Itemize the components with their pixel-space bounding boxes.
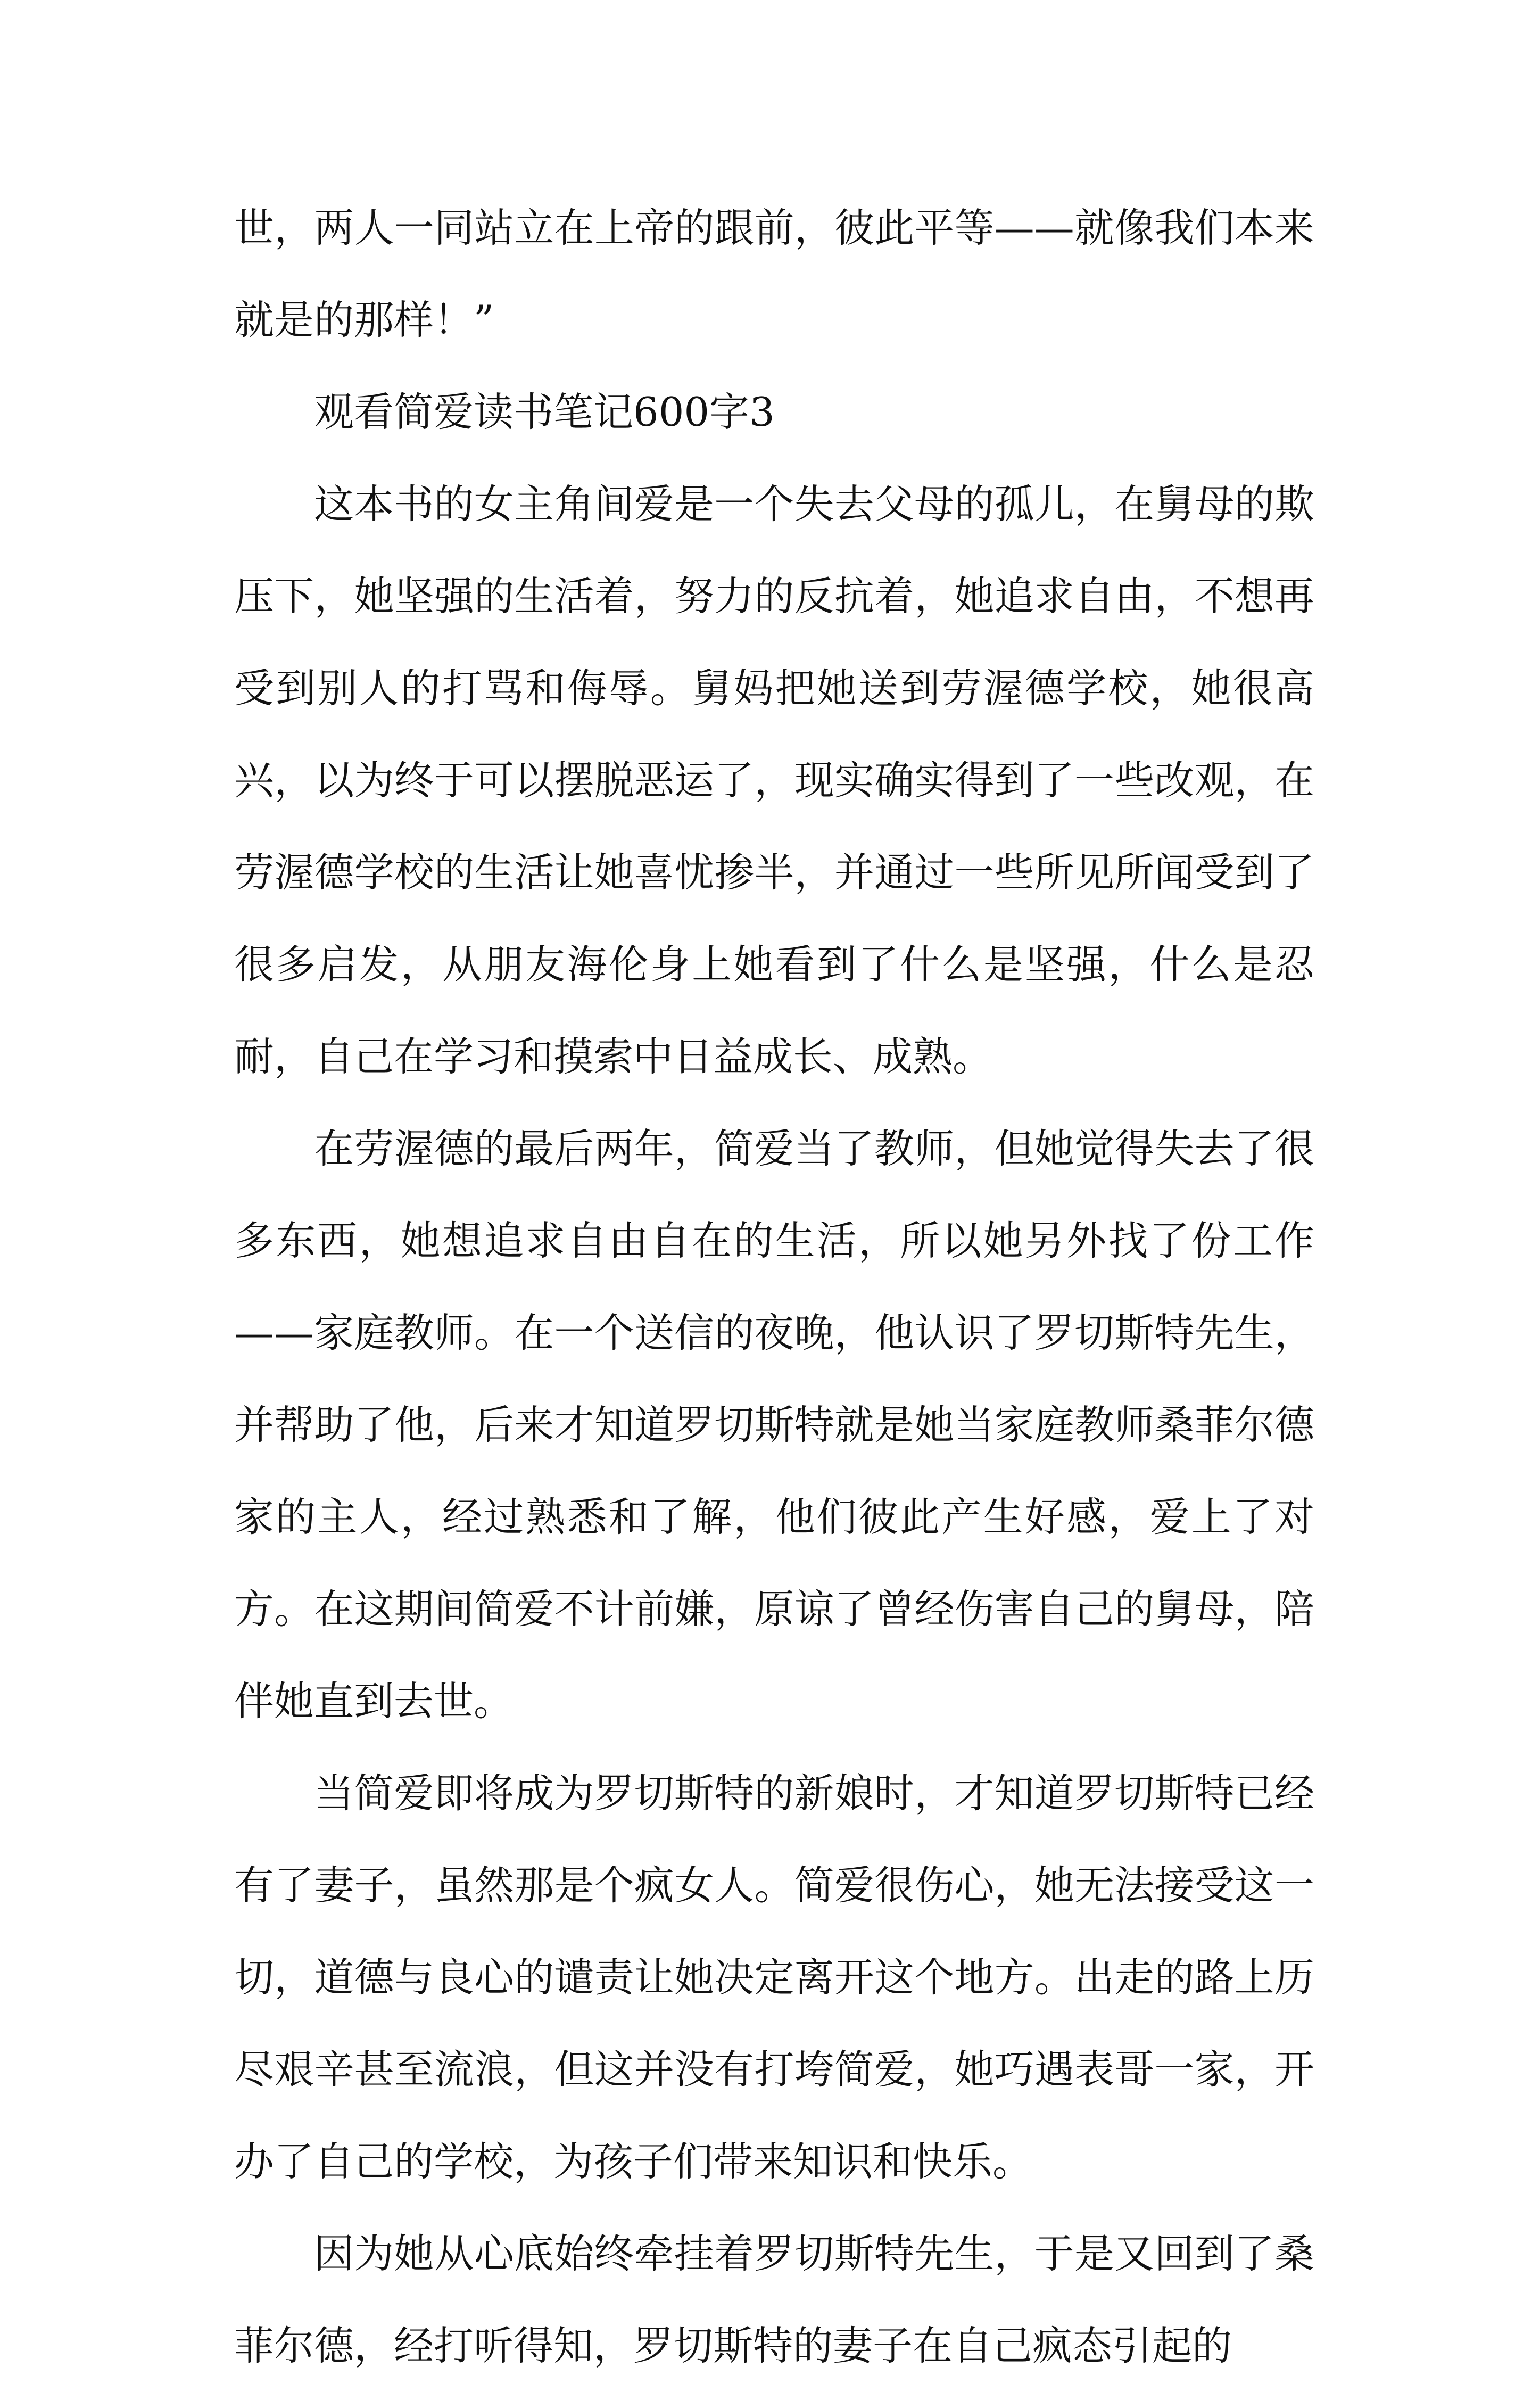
paragraph-4: 因为她从心底始终牵挂着罗切斯特先生，于是又回到了桑菲尔德，经打听得知，罗切斯特的妻子在自己疯态引起的 [234, 2230, 1314, 2369]
paragraph-continued: 世，两人一同站立在上帝的跟前，彼此平等——就像我们本来就是的那样！” [234, 204, 1314, 343]
paragraph-1: 这本书的女主角间爱是一个失去父母的孤儿，在舅母的欺压下，她坚强的生活着，努力的反抗着，她追求自由，不想再受到别人的打骂和侮辱。舅妈把她送到劳渥德学校，她很高兴，以为终于可以摆脱恶运了，现实确实得到了一些改观，在劳渥德学校的生活让她喜忧掺半，并通过一些所见所闻受到了很多启发，从朋友海伦身上她看到了什么是坚强，什么是忍耐，自己在学习和摸索中日益成长、成熟。 [234, 481, 1314, 1080]
section-heading: 观看简爱读书笔记600字3 [314, 389, 775, 435]
body-text [234, 182, 1314, 2392]
paragraph-2: 在劳渥德的最后两年，简爱当了教师，但她觉得失去了很多东西，她想追求自由自在的生活，所以她另外找了份工作——家庭教师。在一个送信的夜晚，他认识了罗切斯特先生，并帮助了他，后来才知道罗切斯特就是她当家庭教师桑菲尔德家的主人，经过熟悉和了解，他们彼此产生好感，爱上了对方。在这期间简爱不计前嫌，原谅了曾经伤害自己的舅母，陪伴她直到去世。 [234, 1125, 1314, 1725]
paragraph-3: 当简爱即将成为罗切斯特的新娘时，才知道罗切斯特已经有了妻子，虽然那是个疯女人。简爱很伤心，她无法接受这一切，道德与良心的谴责让她决定离开这个地方。出走的路上历尽艰辛甚至流浪，但这并没有打垮简爱，她巧遇表哥一家，开办了自己的学校，为孩子们带来知识和快乐。 [234, 1770, 1314, 2185]
